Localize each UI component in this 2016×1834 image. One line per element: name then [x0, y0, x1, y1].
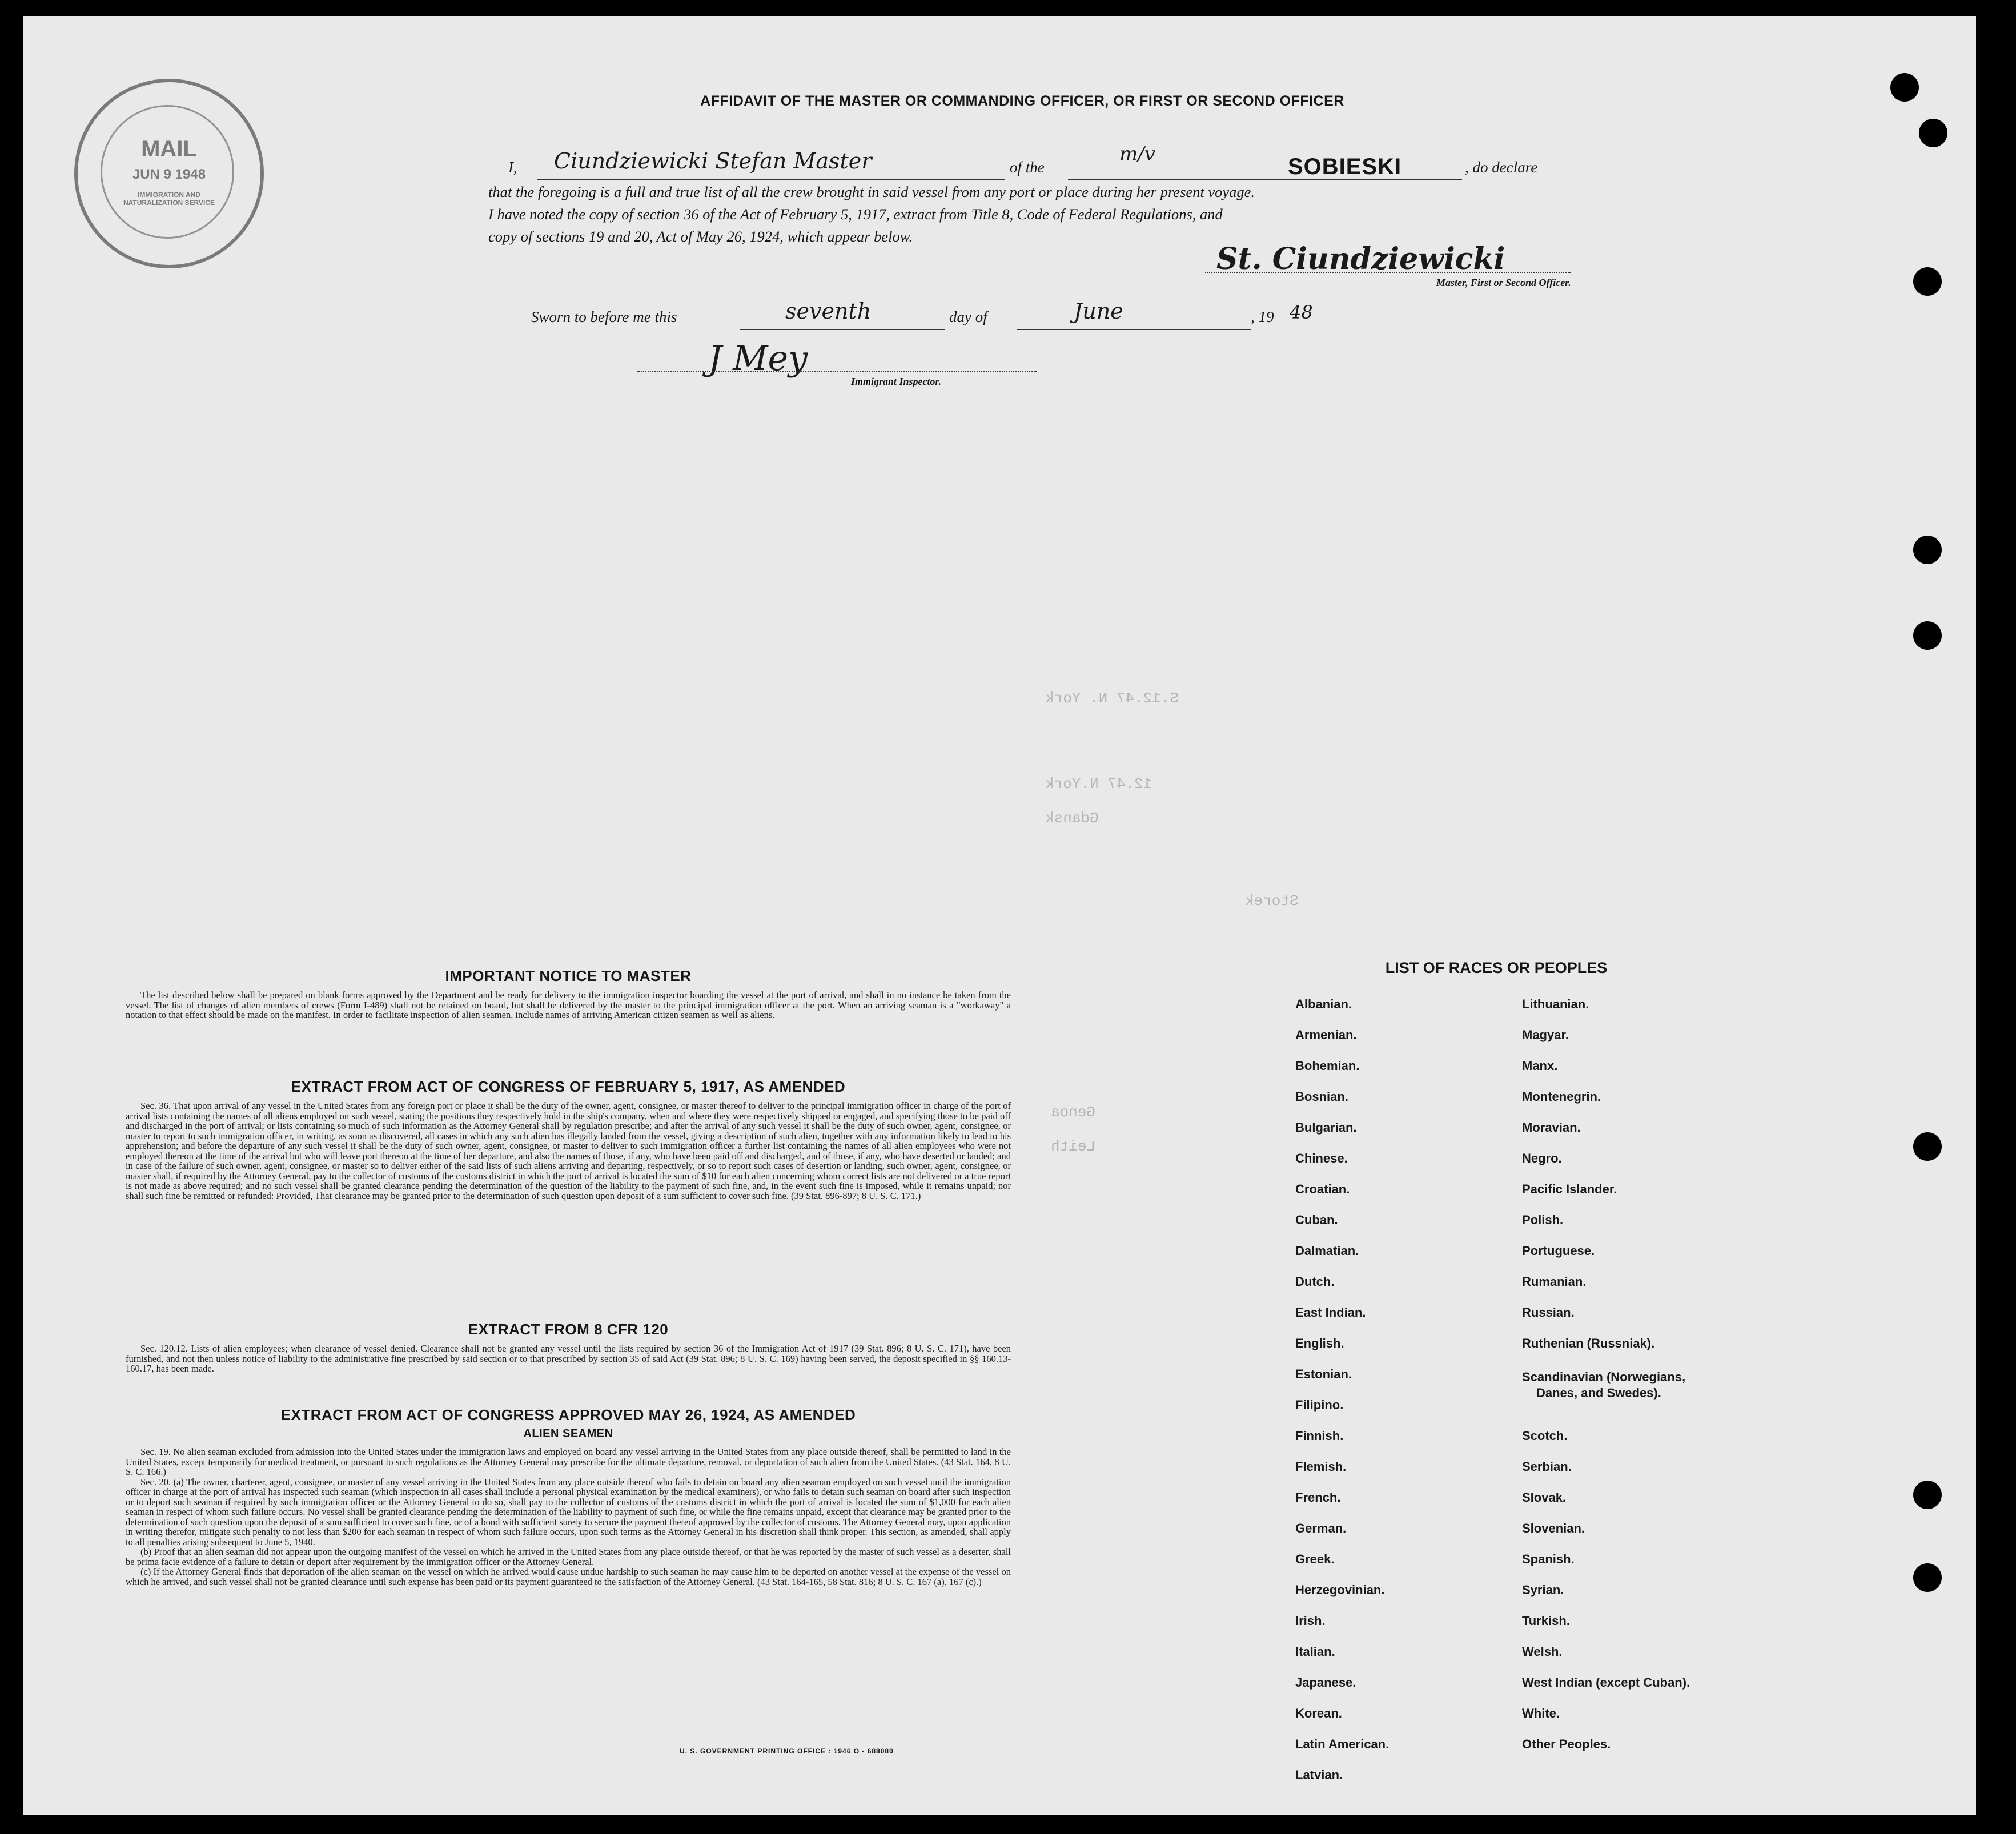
- race-right-item: Scotch.: [1522, 1429, 1568, 1443]
- race-right-item: Russian.: [1522, 1305, 1575, 1320]
- officer-name-line: [537, 179, 1005, 180]
- important-notice-body: [126, 990, 1011, 1020]
- race-left-item: French.: [1295, 1490, 1341, 1505]
- race-left-item: Bohemian.: [1295, 1059, 1360, 1073]
- race-left-item: Bulgarian.: [1295, 1120, 1357, 1135]
- master-label: [1436, 277, 1571, 289]
- punch-hole: [1919, 119, 1947, 147]
- race-right-item: Scandinavian (Norwegians,: [1522, 1370, 1686, 1384]
- extract-1924-heading: EXTRACT FROM ACT OF CONGRESS APPROVED MAY 26, 1924, AS AMENDED: [280, 1406, 856, 1423]
- struck-officer-label: First or Second Officer.: [1471, 277, 1571, 288]
- race-left-item: English.: [1295, 1336, 1344, 1350]
- year-suffix-handwritten: 48: [1290, 301, 1313, 323]
- race-right-item: Manx.: [1522, 1059, 1558, 1073]
- printing-office-note: U. S. GOVERNMENT PRINTING OFFICE : 1946 O - 688080: [680, 1747, 894, 1755]
- extract-cfr-heading: EXTRACT FROM 8 CFR 120: [468, 1321, 669, 1338]
- race-left-item: Estonian.: [1295, 1367, 1352, 1381]
- race-left-item: Cuban.: [1295, 1213, 1338, 1227]
- race-left-item: Greek.: [1295, 1552, 1335, 1566]
- race-right-item: Ruthenian (Russniak).: [1522, 1336, 1655, 1350]
- race-left-item: Croatian.: [1295, 1182, 1350, 1196]
- race-left-item: Irish.: [1295, 1614, 1326, 1628]
- race-left-item: Armenian.: [1295, 1028, 1357, 1042]
- race-right-item: Turkish.: [1522, 1614, 1570, 1628]
- extract-1924-sec20a: Sec. 20. (a) The owner, charterer, agent, consignee, or master of any vessel arriving in the United States from any place outside thereof who fails to detain on board any alien seaman employed on such vessel until the immigration officer in charge at the port of arrival has inspected such seaman (which inspection in all cases shall include a personal physical examination by the medical examiners), or who fails to detain such seaman on board after such inspection or to deport such seaman if required by such immigration officer or the Attorney General to do so, shall pay to the collector of customs of the customs district in which the port of arrival is located the sum of $1,000 for each alien seaman in respect of whom such failure occurs. No vessel shall be granted clearance pending the determination of the liability to payment of such fine, or while the fine remains unpaid, except that clearance may be granted prior to the determination of such question upon the deposit of a sum sufficient to cover such fine, or of a bond with sufficient surety to secure the payment thereof approved by the collector of customs. The Attorney General may, upon application in writing therefor, mitigate such penalty to not less than $200 for each seaman in respect of whom such failure occurs, upon such terms as the Attorney General in his discretion shall think proper. This section, as amended, shall apply to all penalties arising subsequent to June 5, 1940.: [126, 1476, 1011, 1547]
- race-left-item: Chinese.: [1295, 1151, 1348, 1165]
- race-right-item: Rumanian.: [1522, 1274, 1587, 1289]
- extract-1924-body: [126, 1447, 1011, 1587]
- bleed-through-text: Gdansk: [1045, 810, 1099, 827]
- stamp-date: JUN 9 1948: [132, 167, 206, 182]
- race-right-item: Slovak.: [1522, 1490, 1567, 1505]
- race-right-item: Moravian.: [1522, 1120, 1581, 1135]
- extract-1924-sec20c: (c) If the Attorney General finds that deportation of the alien seaman on the vessel on which he arrived would cause undue hardship to such seaman he may cause him to be deported on another vessel at the expense of the vessel on which he arrived, and such vessel shall not be granted clearance until such expense has been paid or its payment guaranteed to the satisfaction of the Attorney General. (43 Stat. 164-165, 58 Stat. 816; 8 U. S. C. 167 (a), 167 (c).): [126, 1566, 1011, 1587]
- race-left-item: Japanese.: [1295, 1675, 1356, 1690]
- race-right-item: Welsh.: [1522, 1644, 1563, 1659]
- punch-hole: [1913, 267, 1942, 296]
- affidavit-do-declare: , do declare: [1465, 159, 1538, 176]
- vessel-name: SOBIESKI: [1288, 154, 1402, 179]
- document-sheet: [23, 16, 1976, 1815]
- race-left-item: Italian.: [1295, 1644, 1335, 1659]
- race-left-item: Dutch.: [1295, 1274, 1335, 1289]
- inspector-signature: J Mey: [708, 339, 808, 379]
- master-label-text: Master,: [1436, 277, 1468, 288]
- race-left-item: Filipino.: [1295, 1398, 1344, 1412]
- master-signature: St. Ciundziewicki: [1216, 242, 1505, 276]
- race-left-item: Latvian.: [1295, 1768, 1343, 1782]
- races-title: LIST OF RACES OR PEOPLES: [1385, 959, 1608, 976]
- punch-hole: [1890, 73, 1919, 102]
- race-left-item: Herzegovinian.: [1295, 1583, 1385, 1597]
- extract-1924-sec20b: (b) Proof that an alien seaman did not appear upon the outgoing manifest of the vessel on which he arrived in the United States from any place outside thereof, or that he was reported by the master of such vessel as a deserter, shall be prima facie evidence of a failure to detain or deport after requirement by the immigration officer or the Attorney General.: [126, 1546, 1011, 1567]
- affidavit-of-the: of the: [1010, 159, 1045, 176]
- extract-1917-text: Sec. 36. That upon arrival of any vessel in the United States from any foreign port or place it shall be the duty of the owner, agent, consignee, or master thereof to deliver to the principal immigration officer in charge of the port of arrival lists containing the names of all aliens employed on such vessel, stating the positions they respectively hold in the ship's company, when and where they were respectively shipped or engaged, and specifying those to be paid off and discharged in the port of arrival; or lists containing so much of such information as the Attorney General shall by regulation prescribe; and after the arrival of any such vessel it shall be the duty of such owner, agent, consignee, or master to report to such immigration officer, in writing, as soon as discovered, all cases in which any such alien has illegally landed from the vessel, giving a description of such alien, together with any information likely to lead to his apprehension; and before the departure of any such vessel it shall be the duty of such owner, agent, consignee, or master to deliver to such immigration officer a further list containing the names of all alien employees who were not employed thereon at the time of the arrival but who will leave port thereon at the time of her departure, and also the names of those, if any, who have been paid off and discharged, and of those, if any, who have deserted or landed; and in case of the failure of such owner, agent, consignee, or master so to deliver either of the said lists of such aliens arriving and departing, respectively, or so to report such cases of desertion or landing, such owner, agent, consignee, or master shall, if required by the Attorney General, pay to the collector of customs of the customs district in which the port of arrival is located the sum of $10 for each alien concerning whom correct lists are not delivered or a true report is not made as above required; and no such vessel shall be granted clearance pending the determination of the question of the liability to the payment of such fine, and, in the event such fine is imposed, while it remains unpaid; nor shall such fine be remitted or refunded: Provided, That clearance may be granted prior to the determination of such question upon deposit of a sum sufficient to cover such fine. (39 Stat. 896-897; 8 U. S. C. 171.): [126, 1100, 1011, 1201]
- race-right-item: West Indian (except Cuban).: [1522, 1675, 1690, 1690]
- stamp-ring-text: IMMIGRATION AND NATURALIZATION SERVICE: [123, 191, 215, 207]
- inspector-label: Immigrant Inspector.: [851, 376, 942, 387]
- receipt-stamp: [74, 79, 264, 268]
- day-of-label: day of: [949, 308, 987, 325]
- race-right-item: White.: [1522, 1706, 1560, 1720]
- race-left-item: Finnish.: [1295, 1429, 1344, 1443]
- race-right-item: Danes, and Swedes).: [1536, 1386, 1661, 1400]
- race-left-item: German.: [1295, 1521, 1347, 1535]
- race-right-item: Serbian.: [1522, 1459, 1572, 1474]
- affidavit-line-3: I have noted the copy of section 36 of the Act of February 5, 1917, extract from Title 8, Code of Federal Regulations, and: [488, 206, 1223, 223]
- vessel-line: [1068, 179, 1462, 180]
- race-right-item: Slovenian.: [1522, 1521, 1585, 1535]
- sworn-month-handwritten: June: [1074, 299, 1123, 324]
- race-right-item: Syrian.: [1522, 1583, 1564, 1597]
- punch-hole: [1913, 1563, 1942, 1592]
- race-left-item: Korean.: [1295, 1706, 1342, 1720]
- important-notice-text: The list described below shall be prepared on blank forms approved by the Department and be ready for delivery to the immigration inspector boarding the vessel at the port of arrival, and shall in no instance be taken from the vessel. The list of changes of alien members of crews (Form I-489) shall not be retained on board, but shall be delivered by the master to the principal immigration officer at the port. When an arriving seaman is a "workaway" a notation to that effect should be made on the manifest. In order to facilitate inspection of alien seamen, include names of arriving American citizen seamen as well as aliens.: [126, 990, 1011, 1020]
- affidavit-title: AFFIDAVIT OF THE MASTER OR COMMANDING OFFICER, OR FIRST OR SECOND OFFICER: [700, 93, 1344, 109]
- extract-1924-sec19: Sec. 19. No alien seaman excluded from admission into the United States under the immigration laws and employed on board any vessel arriving in the United States from any place outside thereof, shall be permitted to land in the United States, except temporarily for medical treatment, or pursuant to such regulations as the Attorney General may prescribe for the ultimate departure, removal, or deportation of such alien from the United States. (43 Stat. 164, 8 U. S. C. 166.): [126, 1446, 1011, 1477]
- officer-name-handwritten: Ciundziewicki Stefan Master: [554, 148, 872, 174]
- punch-hole: [1913, 621, 1942, 650]
- important-notice-heading: IMPORTANT NOTICE TO MASTER: [445, 967, 692, 984]
- bleed-through-text: Leith: [1051, 1138, 1096, 1155]
- extract-cfr-body: [126, 1344, 1011, 1374]
- race-left-item: Latin American.: [1295, 1737, 1389, 1751]
- punch-hole: [1913, 1132, 1942, 1161]
- sworn-label: Sworn to before me this: [531, 308, 677, 325]
- race-left-item: East Indian.: [1295, 1305, 1366, 1320]
- race-right-item: Portuguese.: [1522, 1244, 1595, 1258]
- race-right-item: Lithuanian.: [1522, 997, 1589, 1011]
- bleed-through-text: 12.47 N.York: [1045, 775, 1152, 793]
- race-left-item: Dalmatian.: [1295, 1244, 1359, 1258]
- sworn-day-line: [740, 329, 945, 330]
- bleed-through-text: Storek: [1245, 892, 1299, 910]
- sworn-day-handwritten: seventh: [785, 299, 872, 324]
- inspector-signature-line: [637, 371, 1037, 372]
- race-right-item: Polish.: [1522, 1213, 1564, 1227]
- affidavit-line-2: that the foregoing is a full and true list of all the crew brought in said vessel from any port or place during her present voyage.: [488, 183, 1255, 200]
- race-left-item: Bosnian.: [1295, 1089, 1348, 1104]
- race-left-item: Albanian.: [1295, 997, 1352, 1011]
- vessel-prefix-handwritten: m/v: [1119, 143, 1155, 166]
- race-right-item: Negro.: [1522, 1151, 1562, 1165]
- race-right-item: Magyar.: [1522, 1028, 1569, 1042]
- stamp-mail: MAIL: [141, 136, 197, 162]
- affidavit-i-label: I,: [508, 159, 517, 176]
- race-right-item: Other Peoples.: [1522, 1737, 1611, 1751]
- bleed-through-text: Genoa: [1051, 1104, 1096, 1121]
- punch-hole: [1913, 1481, 1942, 1509]
- bleed-through-text: S.12.47 N. York: [1045, 690, 1179, 707]
- extract-1917-heading: EXTRACT FROM ACT OF CONGRESS OF FEBRUARY 5, 1917, AS AMENDED: [291, 1078, 846, 1095]
- affidavit-line-4: copy of sections 19 and 20, Act of May 26, 1924, which appear below.: [488, 228, 913, 245]
- year-prefix: , 19: [1251, 308, 1274, 325]
- race-right-item: Montenegrin.: [1522, 1089, 1601, 1104]
- punch-hole: [1913, 536, 1942, 564]
- alien-seamen-subheading: ALIEN SEAMEN: [523, 1427, 613, 1440]
- master-signature-line: [1205, 272, 1571, 273]
- race-left-item: Flemish.: [1295, 1459, 1347, 1474]
- race-right-item: Pacific Islander.: [1522, 1182, 1617, 1196]
- race-right-item: Spanish.: [1522, 1552, 1575, 1566]
- sworn-month-line: [1017, 329, 1251, 330]
- extract-1917-body: [126, 1101, 1011, 1201]
- extract-cfr-text: Sec. 120.12. Lists of alien employees; when clearance of vessel denied. Clearance shall not be granted any vessel until the lists required by section 36 of the Immigration Act of 1917 (39 Stat. 896; 8 U. S. C. 171), have been furnished, and not then unless notice of liability to the administrative fine prescribed by said section or to that prescribed by section 35 of said Act (39 Stat. 896; 8 U. S. C. 169) having been served, the deposit specified in §§ 160.13-160.17, has been made.: [126, 1343, 1011, 1374]
